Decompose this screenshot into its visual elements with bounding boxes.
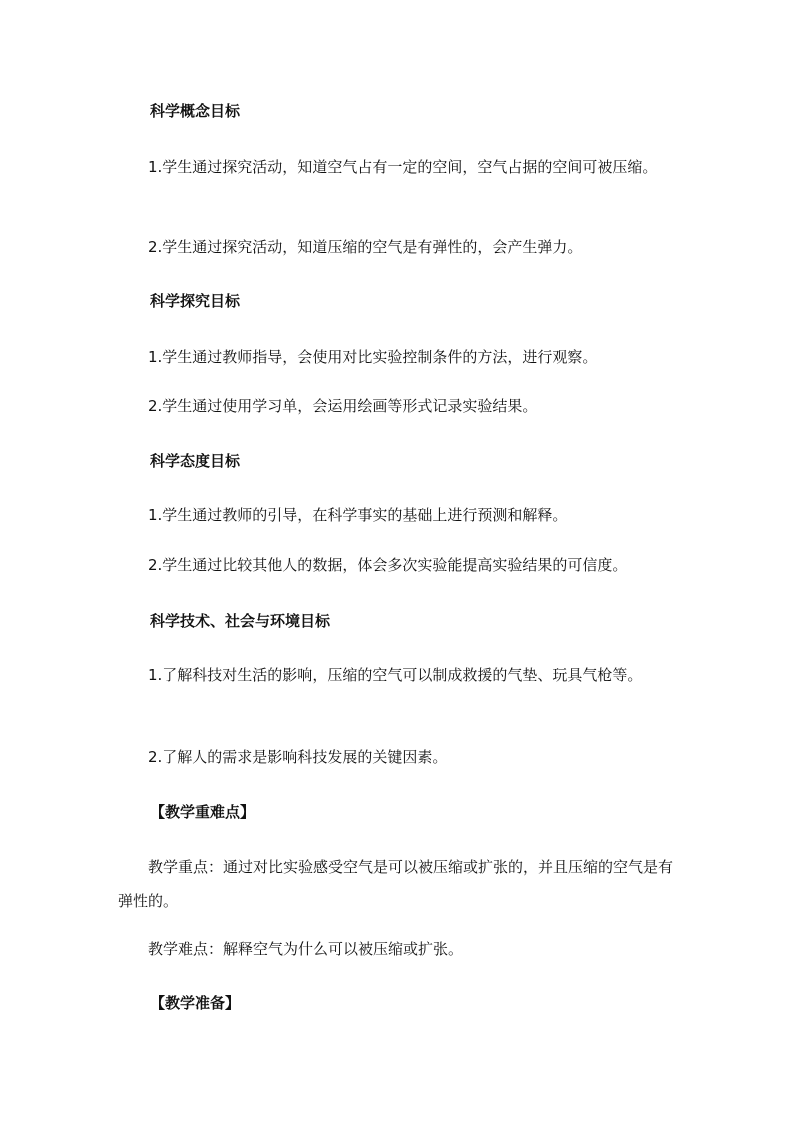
- inquiry-item-1: 1.学生通过教师指导，会使用对比实验控制条件的方法，进行观察。: [148, 348, 598, 366]
- stse-item-2: 2.了解人的需求是影响科技发展的关键因素。: [148, 748, 448, 766]
- inquiry-item-2: 2.学生通过使用学习单，会运用绘画等形式记录实验结果。: [148, 397, 538, 415]
- section-heading-key-points: 【教学重难点】: [150, 803, 256, 821]
- difficulty-text: 教学难点：解释空气为什么可以被压缩或扩张。: [148, 940, 464, 958]
- attitude-item-1: 1.学生通过教师的引导，在科学事实的基础上进行预测和解释。: [148, 506, 568, 524]
- section-heading-preparation: 【教学准备】: [150, 994, 241, 1012]
- attitude-item-2: 2.学生通过比较其他人的数据，体会多次实验能提高实验结果的可信度。: [148, 556, 628, 574]
- key-point-text: 教学重点：通过对比实验感受空气是可以被压缩或扩张的，并且压缩的空气是有弹性的。: [118, 858, 674, 910]
- stse-item-1: 1.了解科技对生活的影响，压缩的空气可以制成救援的气垫、玩具气枪等。: [148, 666, 643, 684]
- section-heading-concept: 科学概念目标: [150, 102, 241, 120]
- section-heading-stse: 科学技术、社会与环境目标: [150, 612, 331, 630]
- section-heading-attitude: 科学态度目标: [150, 452, 241, 470]
- concept-item-1: 1.学生通过探究活动，知道空气占有一定的空间，空气占据的空间可被压缩。: [148, 158, 658, 176]
- section-heading-inquiry: 科学探究目标: [150, 292, 241, 310]
- concept-item-2: 2.学生通过探究活动，知道压缩的空气是有弹性的，会产生弹力。: [148, 238, 583, 256]
